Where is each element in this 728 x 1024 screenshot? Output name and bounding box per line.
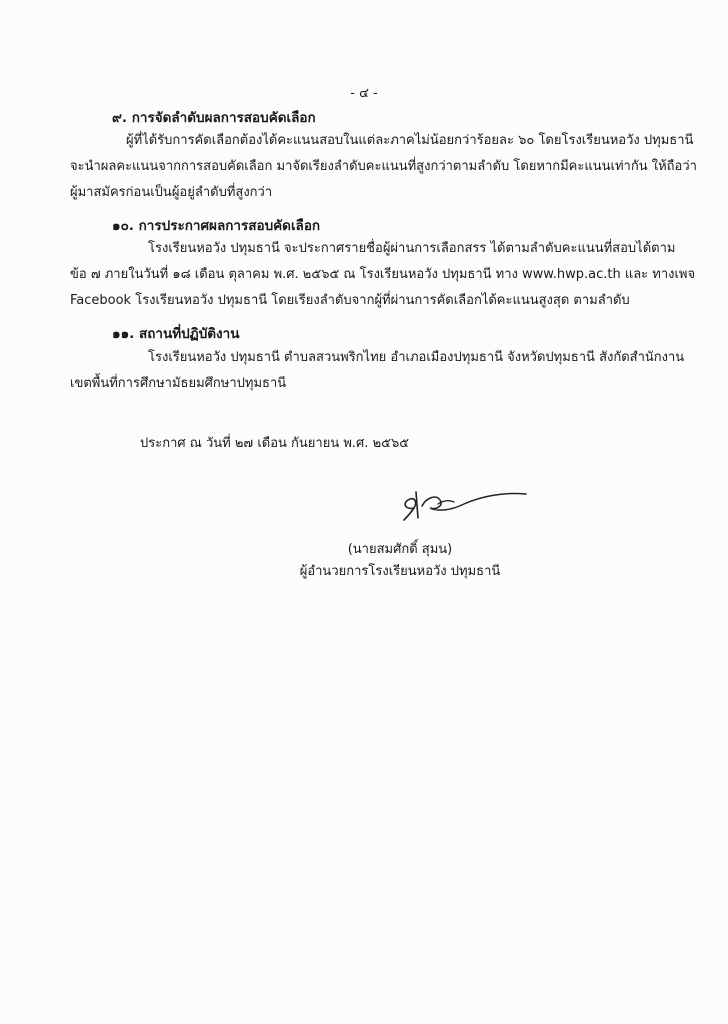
section9-heading: ๙. การจัดลำดับผลการสอบคัดเลือก <box>112 110 316 126</box>
section11-heading: ๑๑. สถานที่ปฏิบัติงาน <box>112 326 240 342</box>
section9-line-2: จะนำผลคะแนนจากการสอบคัดเลือก มาจัดเรียงลำดับคะแนนที่สูงกว่าตามลำดับ โดยหากมีคะแนนเท่ากัน ให้ถือว่า <box>70 159 697 174</box>
section11-line-2: เขตพื้นที่การศึกษามัธยมศึกษาปทุมธานี <box>70 376 287 391</box>
section10-line-3: Facebook โรงเรียนหอวัง ปทุมธานี โดยเรียงลำดับจากผู้ที่ผ่านการคัดเลือกได้คะแนนสูงสุด ตามลำดับ <box>70 293 630 308</box>
section10-line-2: ข้อ ๗ ภายในวันที่ ๑๘ เดือน ตุลาคม พ.ศ. ๒๕๖๕ ณ โรงเรียนหอวัง ปทุมธานี ทาง www.hwp.ac.th และ ทางเพจ <box>70 267 696 282</box>
signer-name: (นายสมศักดิ์ สุมน) <box>347 542 453 557</box>
signature-icon <box>392 478 532 528</box>
section9-line-1: ผู้ที่ได้รับการคัดเลือกต้องได้คะแนนสอบในแต่ละภาคไม่น้อยกว่าร้อยละ ๖๐ โดยโรงเรียนหอวัง ปทุมธานี <box>126 133 694 148</box>
page-number: - ๔ - <box>350 86 378 101</box>
signer-position: ผู้อำนวยการโรงเรียนหอวัง ปทุมธานี <box>299 564 501 579</box>
section10-line-1: โรงเรียนหอวัง ปทุมธานี จะประกาศรายชื่อผู้ผ่านการเลือกสรร ได้ตามลำดับคะแนนที่สอบได้ตาม <box>148 241 676 256</box>
section10-heading: ๑๐. การประกาศผลการสอบคัดเลือก <box>112 218 321 234</box>
announcement-date: ประกาศ ณ วันที่ ๒๗ เดือน กันยายน พ.ศ. ๒๕๖๕ <box>140 436 410 451</box>
section9-line-3: ผู้มาสมัครก่อนเป็นผู้อยู่ลำดับที่สูงกว่า <box>70 185 273 200</box>
section11-line-1: โรงเรียนหอวัง ปทุมธานี ตำบลสวนพริกไทย อำเภอเมืองปทุมธานี จังหวัดปทุมธานี สังกัดสำนักงาน <box>148 350 685 365</box>
